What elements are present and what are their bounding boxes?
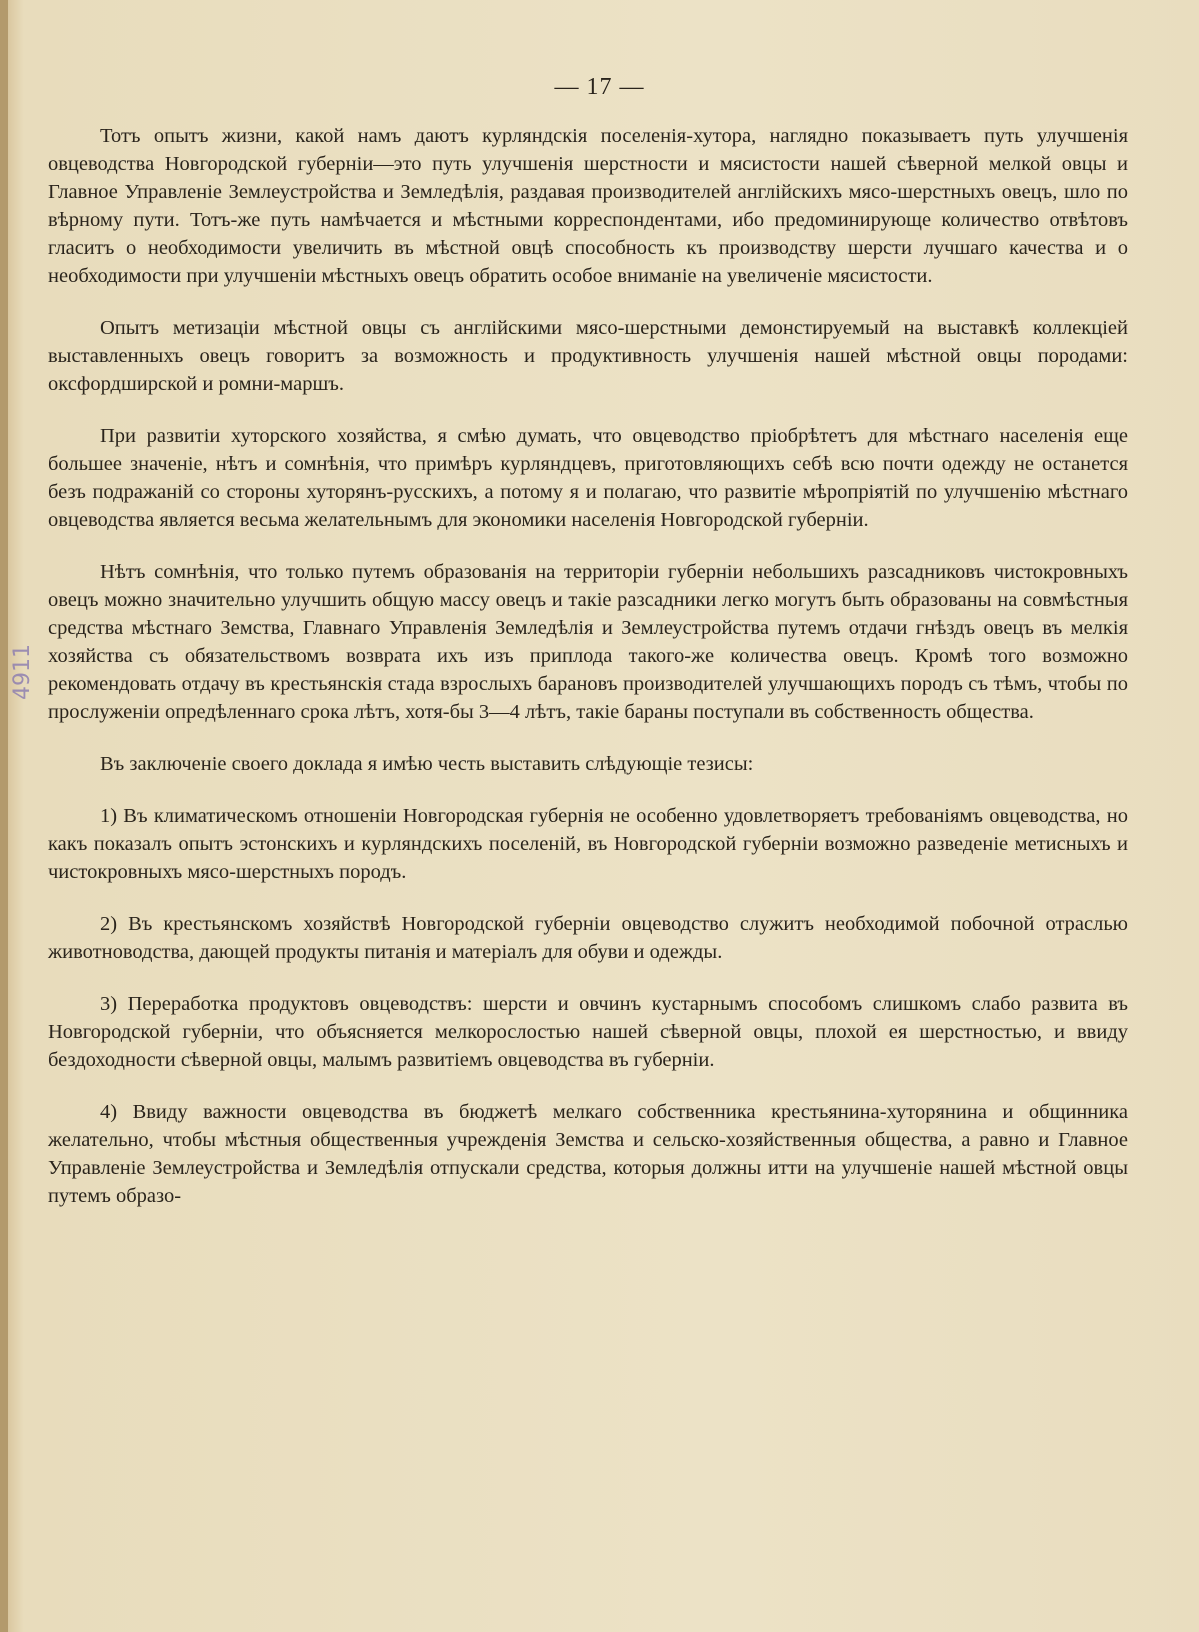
paragraph: При развитіи хуторского хозяйства, я смѣю думать, что овцеводство пріобрѣтетъ для мѣстнаго населенія еще большее значеніе, нѣтъ и сомнѣнія, что примѣръ курляндцевъ, приготовляющихъ себѣ всю почти одежду не останется безъ подражаній со стороны хуторянъ-русскихъ, а потому я и полагаю, что развитіе мѣропріятій по улучшенію мѣстнаго овцеводства является весьма желательнымъ для экономики населенія Новгородской губерніи. [48,425,1128,531]
page-spine [0,0,8,1632]
body-text [48,122,1128,1234]
paragraph: Нѣтъ сомнѣнія, что только путемъ образованія на территоріи губерніи небольшихъ разсадниковъ чистокровныхъ овецъ можно значительно улучшить общую массу овецъ и такіе разсадники легко могутъ быть образованы на совмѣстныя средства мѣстнаго Земства, Главнаго Управленія Земледѣлія и Землеустройства путемъ отдачи гнѣздъ овецъ въ мелкія хозяйства съ обязательствомъ возврата ихъ изъ приплода такого-же количества овецъ. Кромѣ того возможно рекомендовать отдачу въ крестьянскія стада взрослыхъ барановъ производителей улучшающихъ породъ съ тѣмъ, чтобы по прослуженіи опредѣленнаго срока лѣтъ, хотя-бы 3—4 лѣтъ, такіе бараны поступали въ собственность общества. [48,561,1128,723]
paragraph: Опытъ метизаціи мѣстной овцы съ англійскими мясо-шерстными демонстируемый на выставкѣ коллекціей выставленныхъ овецъ говоритъ за возможность и продуктивность улучшенія нашей мѣстной овцы породами: оксфордширской и ромни-маршъ. [48,317,1128,395]
paragraph: Тотъ опытъ жизни, какой намъ даютъ курляндскія поселенія-хутора, наглядно показываетъ путь улучшенія овцеводства Новгородской губерніи—это путь улучшенія шерстности и мясистости нашей сѣверной мелкой овцы и Главное Управленіе Землеустройства и Земледѣлія, раздавая производителей англійскихъ мясо-шерстныхъ овецъ, шло по вѣрному пути. Тотъ-же путь намѣчается и мѣстными корреспондентами, ибо предоминирующе количество отвѣтовъ гласитъ о необходимости увеличить въ мѣстной овцѣ способность къ производству шерсти лучшаго качества и о необходимости при улучшеніи мѣстныхъ овецъ обратить особое вниманіе на увеличеніе мясистости. [48,125,1128,287]
thesis-3: 3) Переработка продуктовъ овцеводствъ: шерсти и овчинъ кустарнымъ способомъ слишкомъ слабо развита въ Новгородской губерніи, что объясняется мелкорослостью нашей сѣверной овцы, плохой ея шерстностью, и ввиду бездоходности сѣверной овцы, малымъ развитіемъ овцеводства въ губерніи. [48,993,1128,1071]
thesis-1: 1) Въ климатическомъ отношеніи Новгородская губернія не особенно удовлетворяетъ требованіямъ овцеводства, но какъ показалъ опытъ эстонскихъ и курляндскихъ поселеній, въ Новгородской губерніи возможно разведеніе метисныхъ и чистокровныхъ мясо-шерстныхъ породъ. [48,805,1128,883]
thesis-4: 4) Ввиду важности овцеводства въ бюджетѣ мелкаго собственника крестьянина-хуторянина и общинника желательно, чтобы мѣстныя общественныя учрежденія Земства и сельско-хозяйственныя общества, а равно и Главное Управленіе Землеустройства и Земледѣлія отпускали средства, которыя должны итти на улучшеніе нашей мѣстной овцы путемъ образо- [48,1101,1128,1207]
thesis-2: 2) Въ крестьянскомъ хозяйствѣ Новгородской губерніи овцеводство служитъ необходимой побочной отраслью животноводства, дающей продукты питанія и матеріалъ для обуви и одежды. [48,913,1128,963]
paragraph: Въ заключеніе своего доклада я имѣю честь выставить слѣдующіе тезисы: [100,753,754,775]
page-number: — 17 — [554,74,645,100]
margin-note: 4911 [10,644,35,700]
